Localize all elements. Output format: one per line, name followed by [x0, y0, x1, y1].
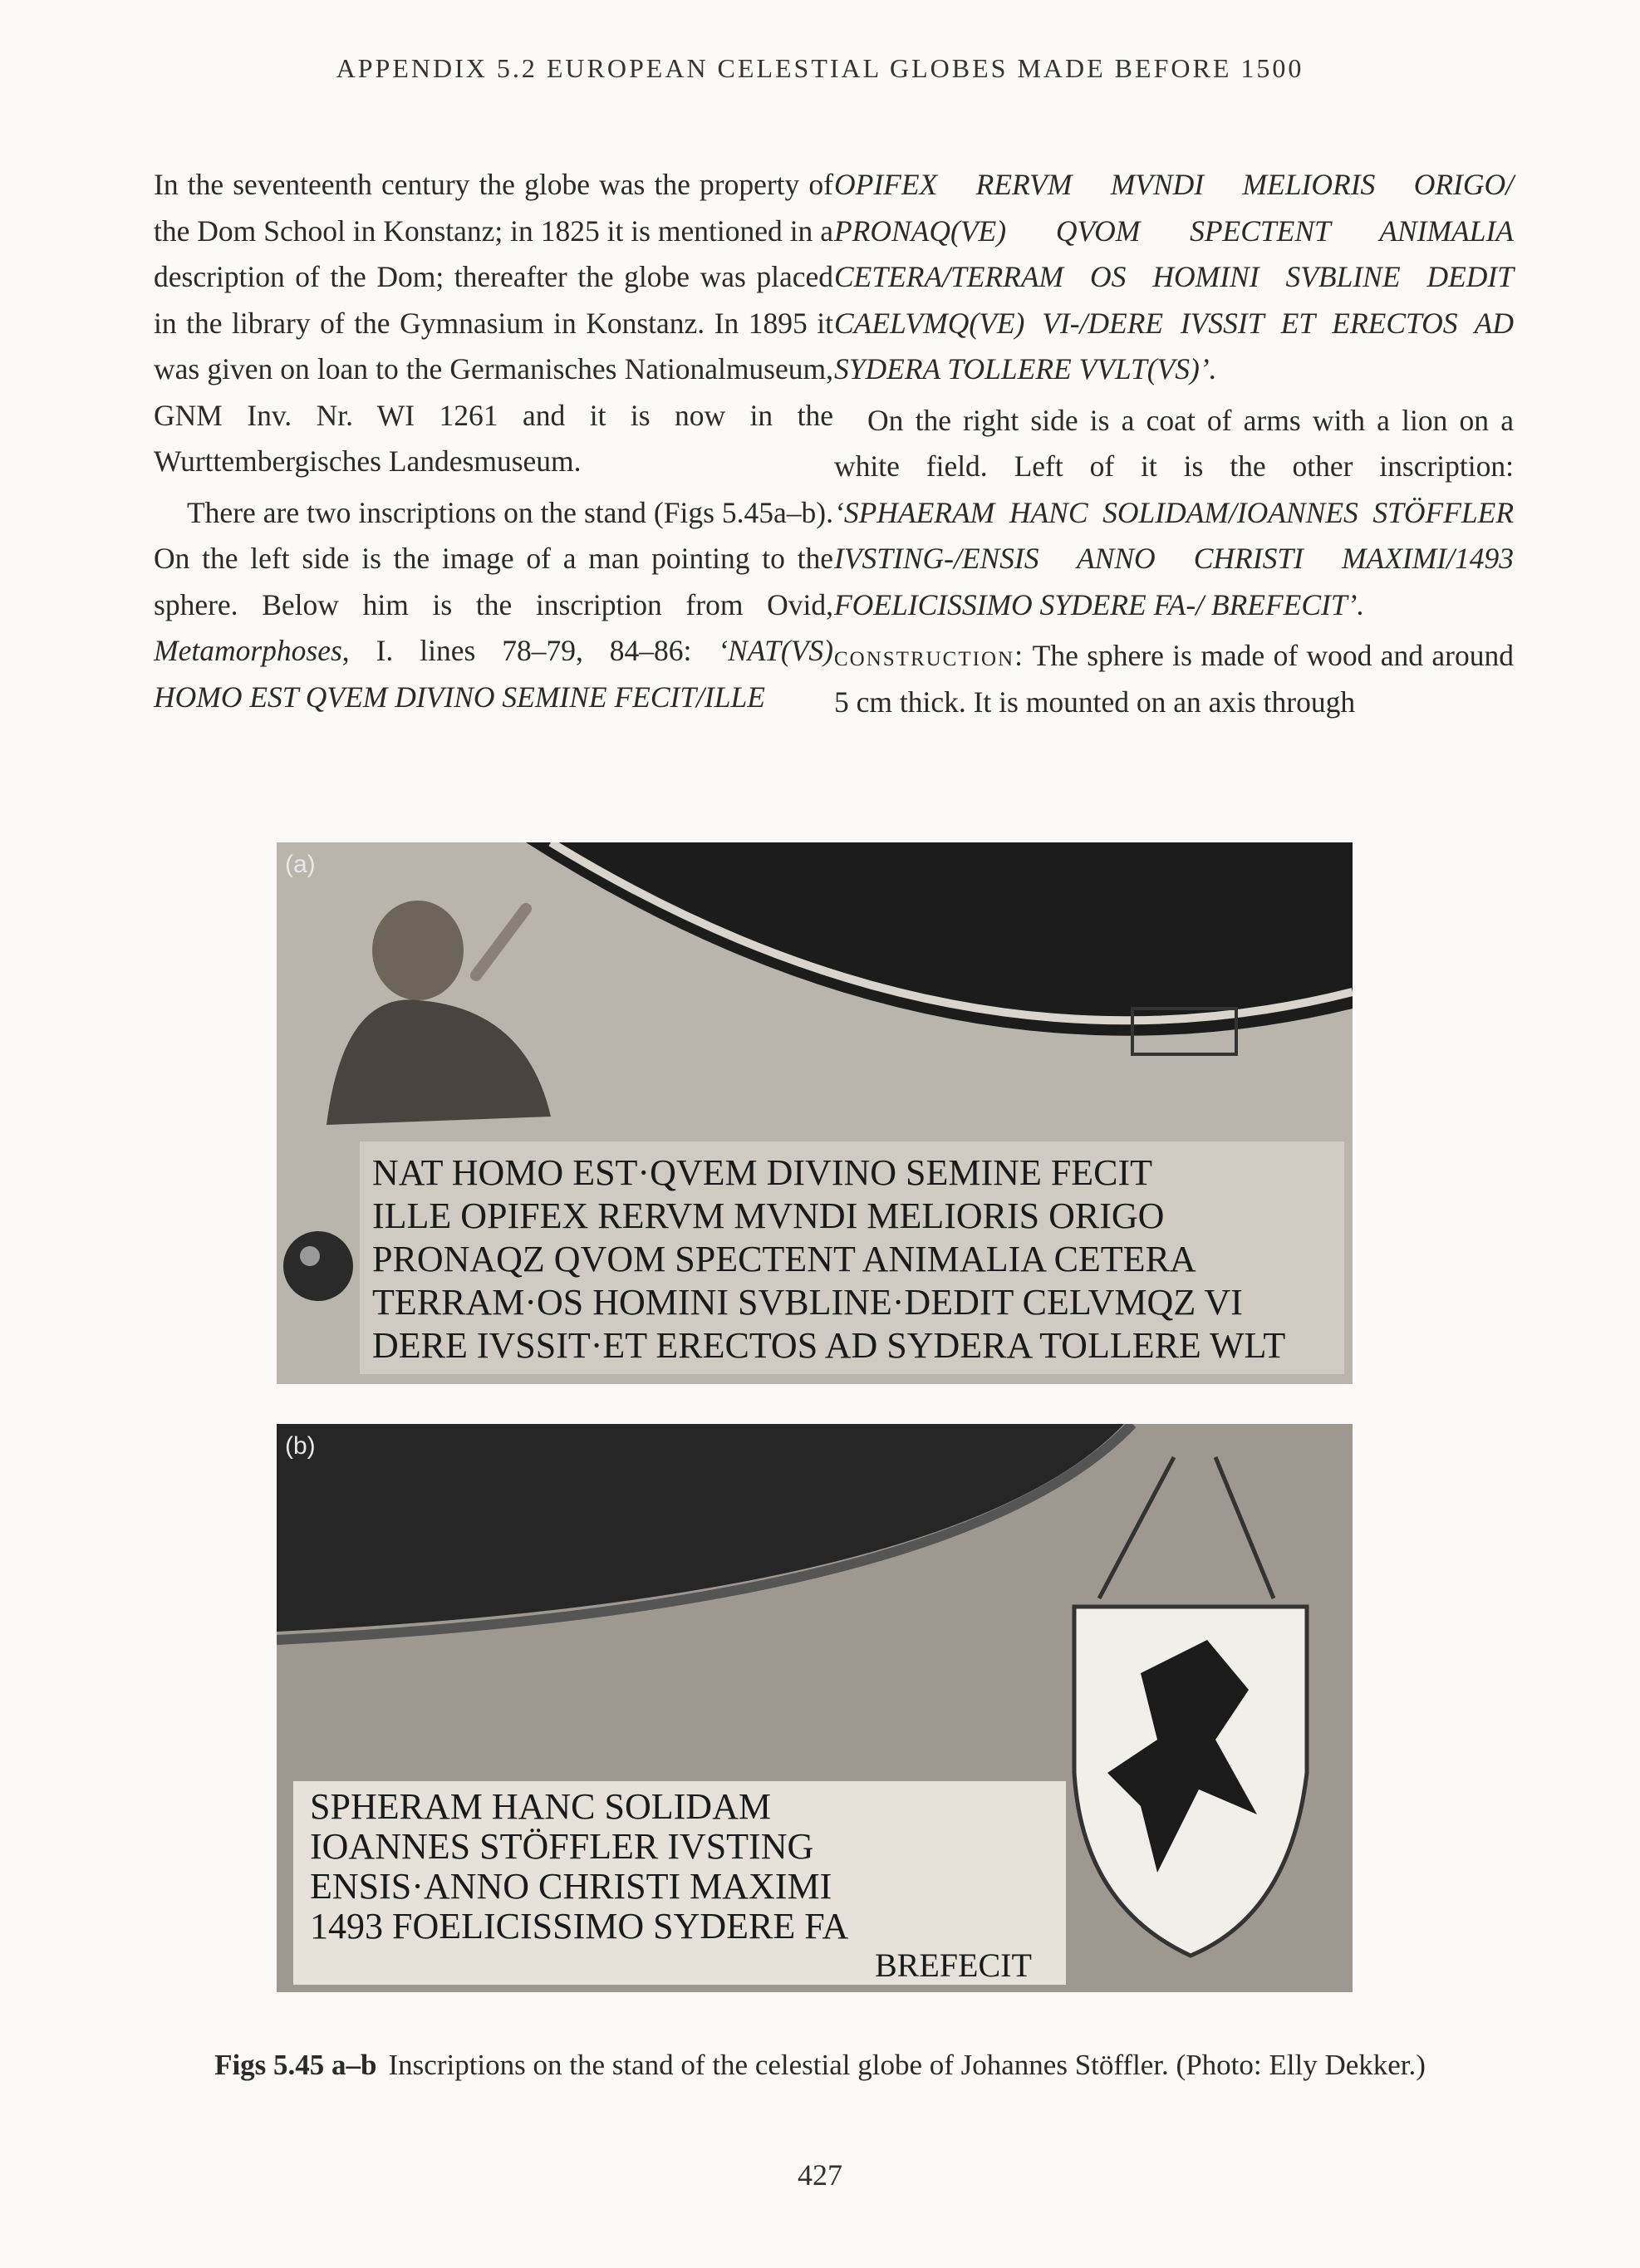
- inscription-b-line-2: IOANNES STÖFFLER IVSTING: [310, 1826, 814, 1867]
- latin-quote-stoffler: ‘SPHAERAM HANC SOLIDAM/IOANNES STÖFFLER IVSTING-/ENSIS ANNO CHRISTI MAXIMI/1493 FOELICISSIMO SYDERE FA-/ BREFECIT’.: [834, 495, 1514, 621]
- man-head-shape: [372, 901, 464, 1000]
- inscription-b-line-4: 1493 FOELICISSIMO SYDERE FA: [310, 1906, 849, 1946]
- construction-heading: construction:: [834, 639, 1024, 672]
- paragraph-coat-of-arms: [834, 398, 1514, 629]
- inscription-a-line-2: ILLE OPIFEX RERVM MVNDI MELIORIS ORIGO: [372, 1195, 1165, 1236]
- paragraph-inscriptions: [154, 490, 833, 721]
- right-column: [834, 162, 1514, 725]
- figure-b-photo: [277, 1424, 1353, 1992]
- latin-quote-start: ‘NAT(VS) HOMO EST QVEM DIVINO SEMINE FECIT/ILLE: [154, 634, 833, 714]
- inscription-a-line-1: NAT HOMO EST·QVEM DIVINO SEMINE FECIT: [372, 1152, 1153, 1193]
- inscription-b-line-3: ENSIS·ANNO CHRISTI MAXIMI: [310, 1866, 832, 1907]
- inscription-b-line-1: SPHERAM HANC SOLIDAM: [310, 1786, 771, 1827]
- paragraph-construction: [834, 633, 1514, 725]
- left-column: [154, 162, 833, 720]
- paragraph-provenance: In the seventeenth century the globe was the property of the Dom School in Konstanz; in 1825 it is mentioned in a description of the Dom; thereafter the globe was placed in the library of the Gymnasium in Konstanz. In 1895 it was given on loan to the Germanisches Nationalmuseum, GNM Inv. Nr. WI 1261 and it is now in the Wurttembergisches Landesmuseum.: [154, 168, 833, 478]
- figure-a-illustration: [277, 842, 1353, 1384]
- figure-caption: [0, 2049, 1640, 2082]
- coat-of-arms-text: On the right side is a coat of arms with a lion on a white field. Left of it is the other inscription:: [834, 403, 1514, 483]
- figure-a-label: (a): [285, 851, 316, 878]
- caption-figure-number: Figs 5.45 a–b: [214, 2049, 377, 2081]
- ovid-lines: , I. lines 78–79, 84–86:: [341, 634, 719, 667]
- figure-b-illustration: [277, 1424, 1353, 1992]
- globe-knob: [283, 1231, 353, 1301]
- inscription-a-line-3: PRONAQZ QVOM SPECTENT ANIMALIA CETERA: [372, 1239, 1196, 1279]
- ovid-work-title: Metamorphoses: [154, 634, 342, 667]
- inscription-b-line-5: BREFECIT: [875, 1946, 1032, 1984]
- inscription-a-line-4: TERRAM·OS HOMINI SVBLINE·DEDIT CELVMQZ VI: [372, 1282, 1243, 1323]
- latin-quote-continued: OPIFEX RERVM MVNDI MELIORIS ORIGO/ PRONAQ(VE) QVOM SPECTENT ANIMALIA CETERA/TERRAM OS HOMINI SVBLINE DEDIT CAELVMQ(VE) VI-/DERE IVSSIT ET ERECTOS AD SYDERA TOLLERE VVLT(VS)’.: [834, 168, 1514, 385]
- figure-b-label: (b): [285, 1432, 316, 1460]
- caption-text: Inscriptions on the stand of the celestial globe of Johannes Stöffler. (Photo: Elly Dekker.): [388, 2049, 1426, 2081]
- inscriptions-text: There are two inscriptions on the stand (Figs 5.45a–b). On the left side is the image of a man pointing to the sphere. Below him is the inscription from Ovid,: [154, 495, 833, 621]
- inscription-a-line-5: DERE IVSSIT·ET ERECTOS AD SYDERA TOLLERE WLT: [372, 1325, 1286, 1366]
- running-head: APPENDIX 5.2 EUROPEAN CELESTIAL GLOBES MADE BEFORE 1500: [336, 53, 1304, 83]
- figure-a-photo: [277, 842, 1353, 1384]
- construction-text: The sphere is made of wood and around 5 cm thick. It is mounted on an axis through: [834, 639, 1514, 719]
- page-number: 427: [798, 2158, 842, 2192]
